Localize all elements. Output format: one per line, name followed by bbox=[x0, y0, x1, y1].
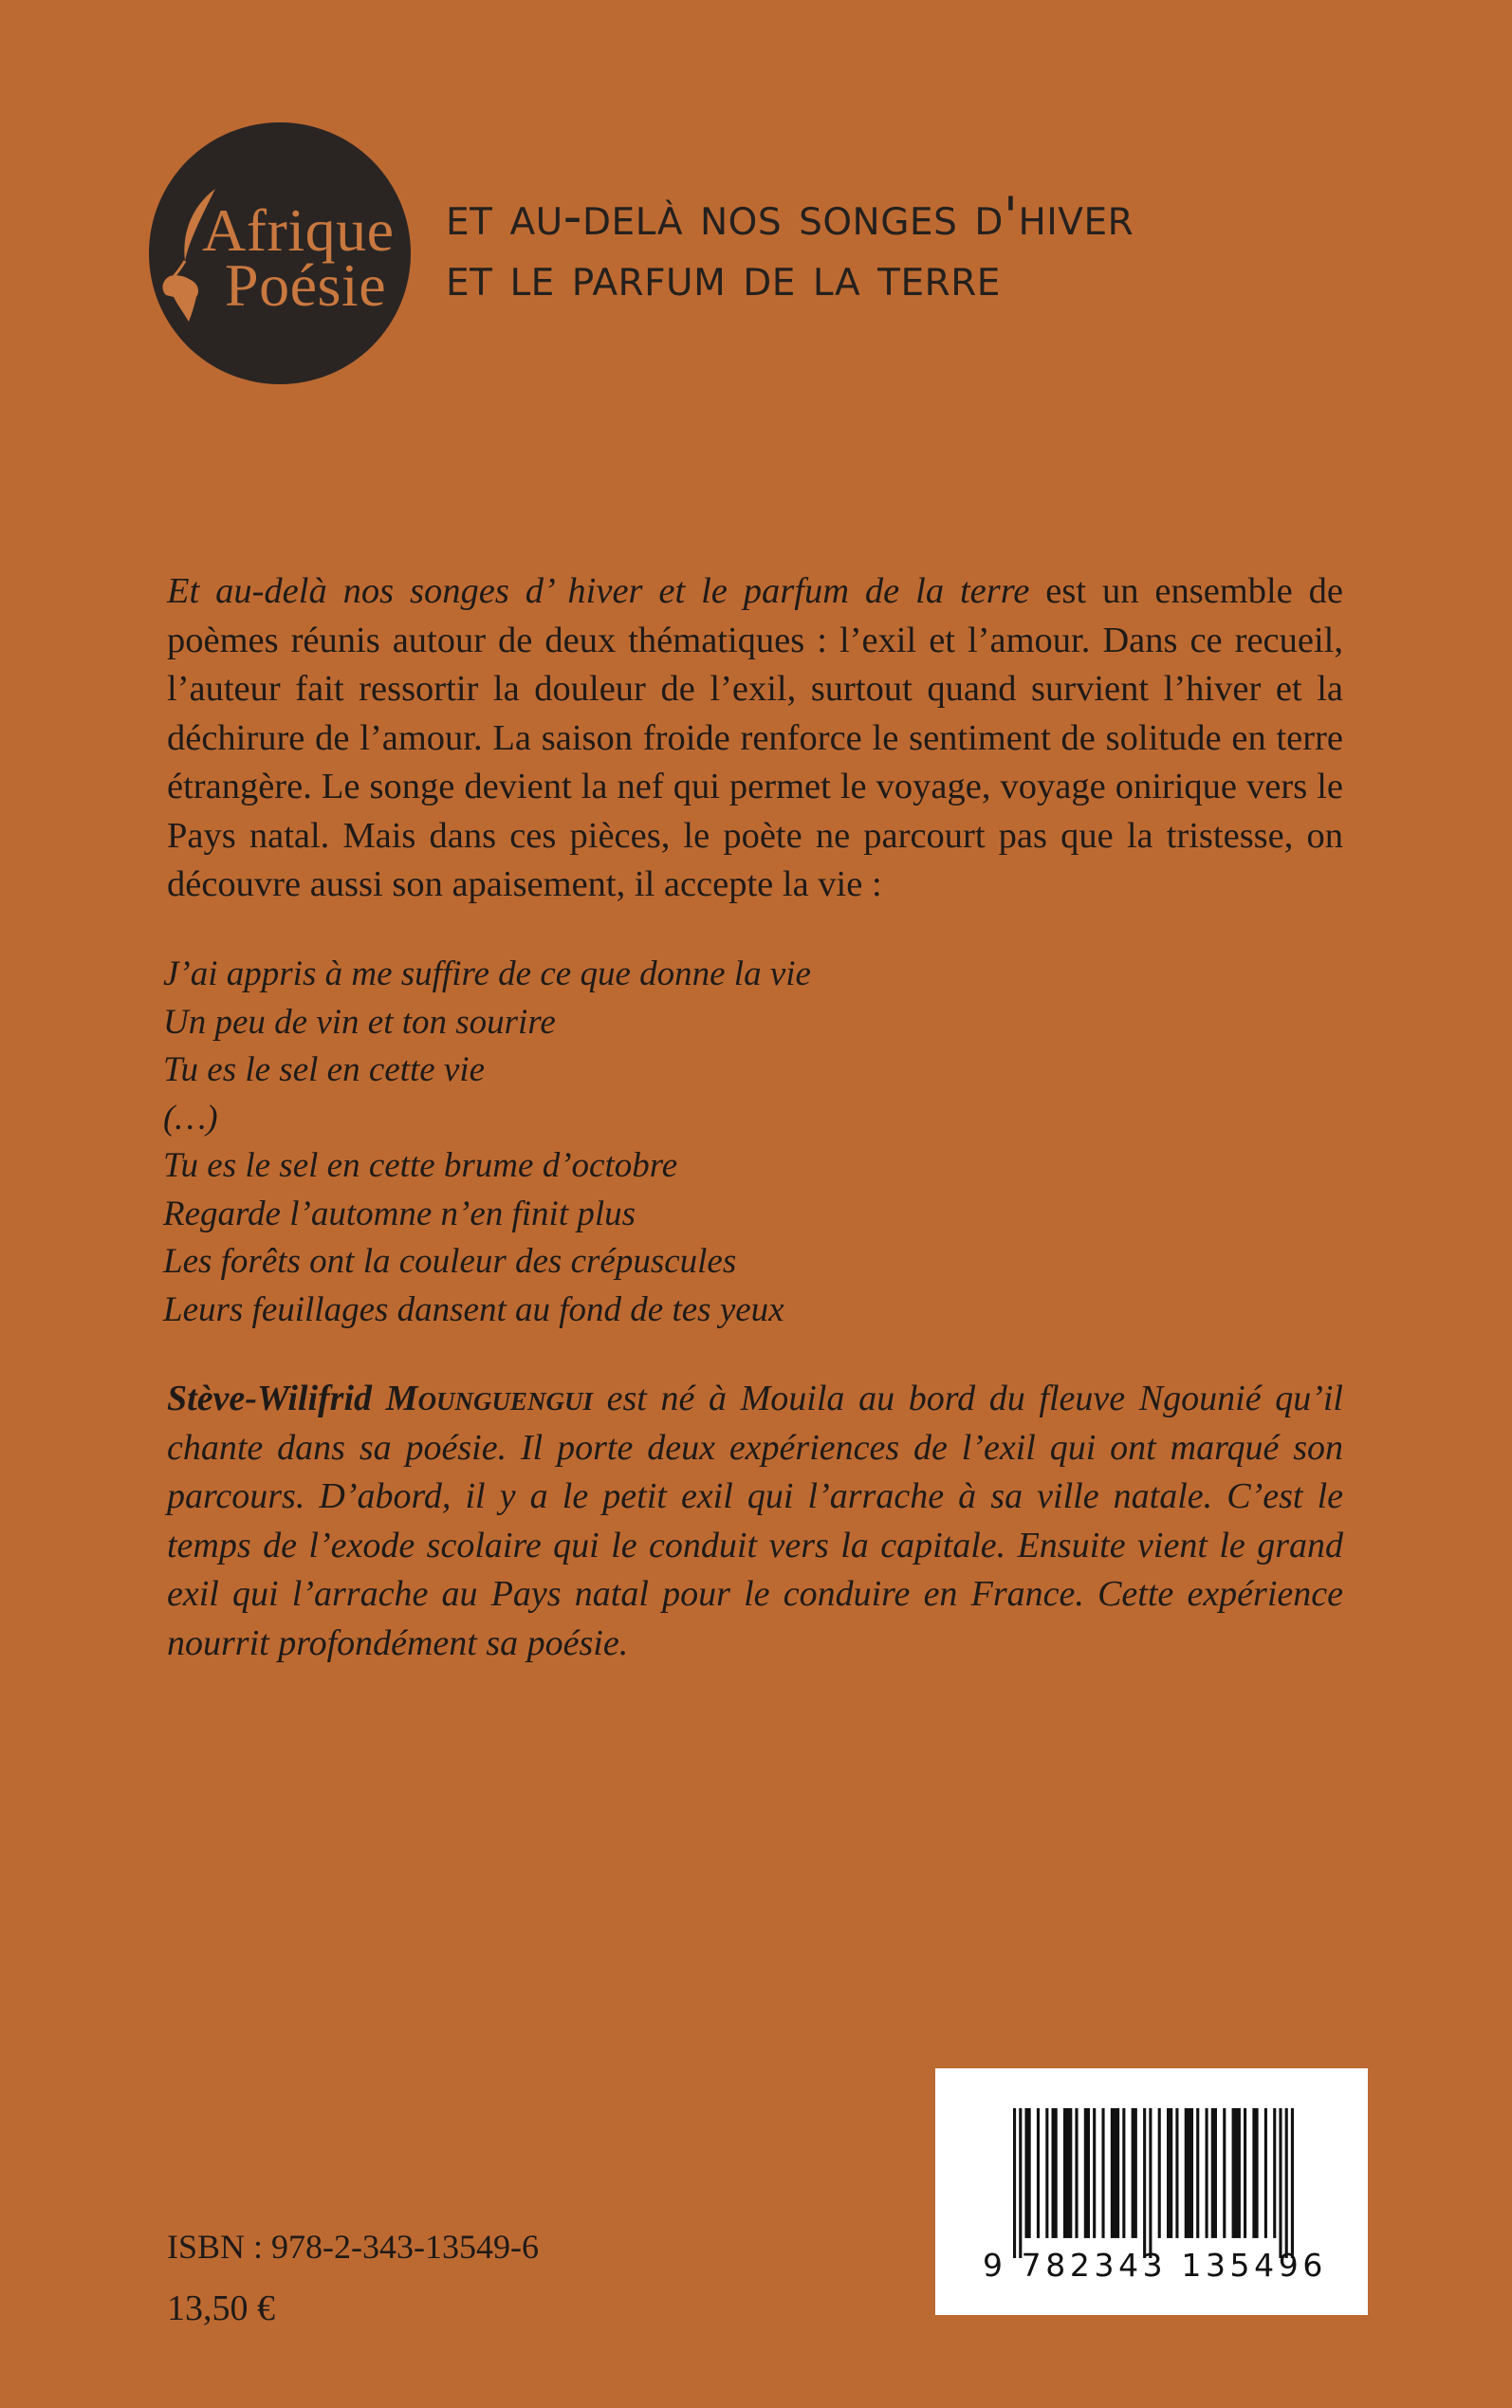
price: 13,50 € bbox=[167, 2288, 275, 2328]
poem-excerpt bbox=[163, 951, 811, 1334]
isbn: ISBN : 978-2-343-13549-6 bbox=[167, 2228, 539, 2266]
poem-line: Un peu de vin et ton sourire bbox=[163, 1002, 556, 1042]
book-title-line-1: et au-delà nos songes d'hiver bbox=[446, 186, 1134, 247]
publisher-logo bbox=[149, 122, 411, 384]
logo-text-afrique: Afrique bbox=[202, 196, 395, 264]
summary-paragraph bbox=[167, 567, 1343, 910]
poem-line: J’ai appris à me suffire de ce que donne la vie bbox=[163, 954, 811, 993]
poem-line: Regarde l’automne n’en finit plus bbox=[163, 1194, 636, 1233]
barcode-bars-icon bbox=[1013, 2108, 1294, 2258]
poem-line: Les forêts ont la couleur des crépuscules bbox=[163, 1242, 737, 1281]
author-bio-text: est né à Mouila au bord du fleuve Ngounié qu’il chante dans sa poésie. Il porte deux expériences de l’exil qui ont marqué son parcours. D’abord, il y a le petit exil qui l’arrache à sa ville natale. C’est le temps de l’exode scolaire qui le conduit vers la capitale. Ensuite vient le grand exil qui l’arrache au Pays natal pour le conduire en France. Cette expérience nourrit profondément sa poésie. bbox=[167, 1379, 1343, 1663]
author-bio bbox=[167, 1375, 1343, 1668]
poem-line: (…) bbox=[163, 1098, 218, 1138]
summary-text: est un ensemble de poèmes réunis autour de deux thématiques : l’exil et l’amour. Dans ce recueil, l’auteur fait ressortir la douleur de l’exil, surtout quand survient l’hiver et la déchirure de l’amour. La saison froide renforce le sentiment de solitude en terre étrangère. Le songe devient la nef qui permet le voyage, voyage onirique vers le Pays natal. Mais dans ces pièces, le poète ne parcourt pas que la tristesse, on découvre aussi son apaisement, il accepte la vie : bbox=[167, 571, 1343, 904]
summary-italic-title: Et au-delà nos songes d’ hiver et le parfum de la terre bbox=[167, 571, 1030, 611]
poem-line: Tu es le sel en cette vie bbox=[163, 1050, 486, 1089]
book-title bbox=[446, 186, 1134, 307]
barcode bbox=[935, 2068, 1368, 2315]
barcode-digits: 9 782343 135496 bbox=[983, 2247, 1327, 2284]
logo-text-poesie: Poésie bbox=[225, 251, 387, 319]
author-surname: Mounguengui bbox=[385, 1379, 593, 1418]
author-first-name: Stève-Wilifrid bbox=[167, 1379, 372, 1418]
book-title-line-2: et le parfum de la terre bbox=[446, 247, 1001, 307]
poem-line: Tu es le sel en cette brume d’octobre bbox=[163, 1146, 678, 1185]
poem-line: Leurs feuillages dansent au fond de tes yeux bbox=[163, 1289, 784, 1329]
